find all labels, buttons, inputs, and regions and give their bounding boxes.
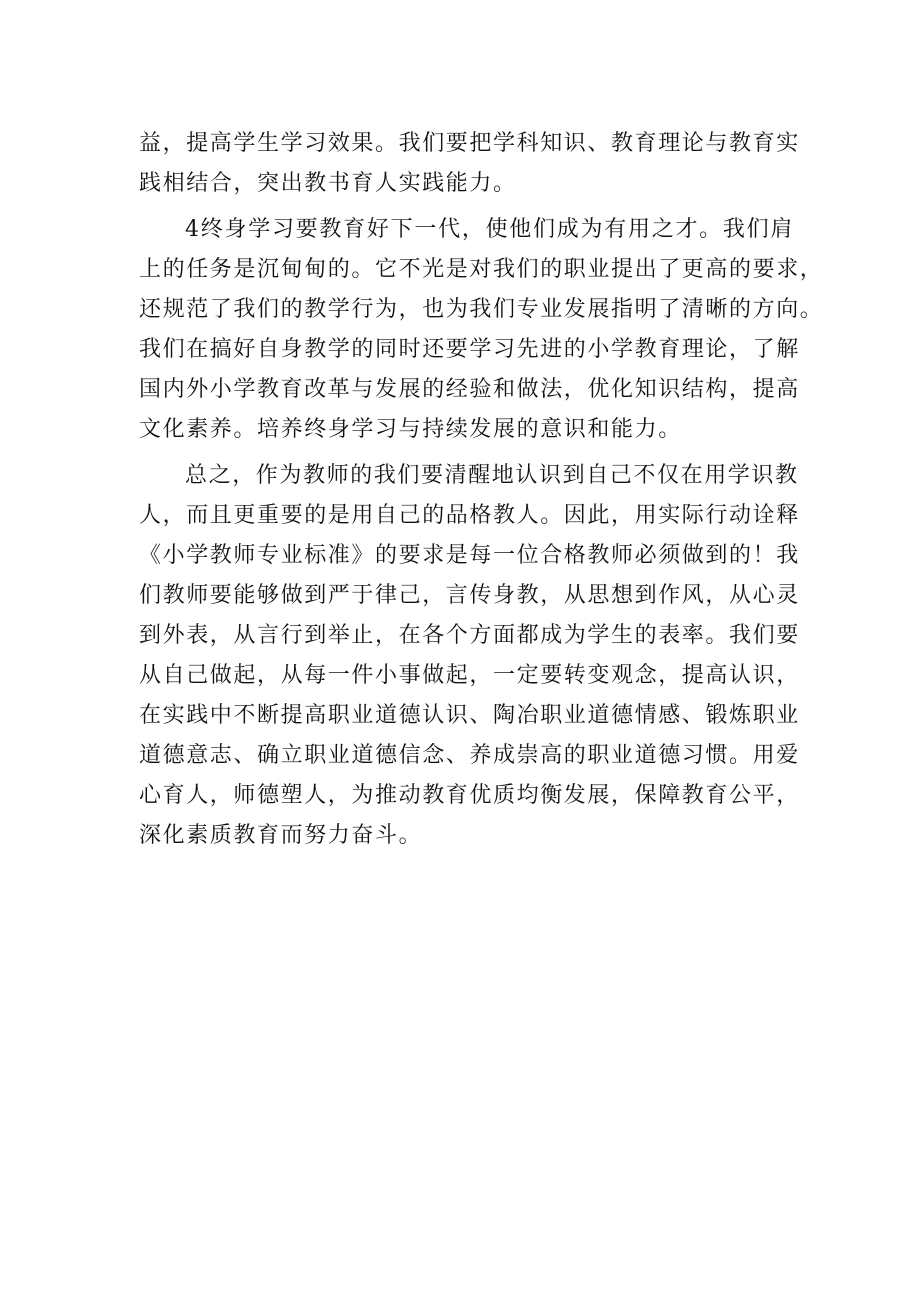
text-line: 国内外小学教育改革与发展的经验和做法，优化知识结构，提高	[139, 377, 800, 402]
text-line: 益，提高学生学习效果。我们要把学科知识、教育理论与教育实	[139, 131, 800, 156]
text-line: 从自己做起，从每一件小事做起，一定要转变观念，提高认识，	[139, 663, 800, 688]
text-line: 深化素质教育而努力奋斗。	[139, 823, 423, 848]
document-body	[139, 124, 824, 856]
text-line: 们教师要能够做到严于律己，言传身教，从思想到作风，从心灵	[139, 583, 800, 608]
text-line: 人，而且更重要的是用自己的品格教人。因此，用实际行动诠释	[139, 503, 800, 528]
paragraph-conclusion	[139, 456, 800, 856]
paragraph-continuation	[139, 124, 800, 204]
text-line: 践相结合，突出教书育人实践能力。	[139, 171, 517, 196]
text-line: 到外表，从言行到举止，在各个方面都成为学生的表率。我们要	[139, 623, 800, 648]
text-line: 还规范了我们的教学行为，也为我们专业发展指明了清晰的方向。	[139, 297, 824, 322]
text-line: 文化素养。培养终身学习与持续发展的意识和能力。	[139, 417, 682, 442]
text-line: 在实践中不断提高职业道德认识、陶冶职业道德情感、锻炼职业	[139, 703, 800, 728]
text-line: 《小学教师专业标准》的要求是每一位合格教师必须做到的！我	[139, 543, 800, 568]
text-line: 心育人，师德塑人，为推动教育优质均衡发展，保障教育公平，	[139, 783, 800, 808]
paragraph-lifelong-learning	[139, 210, 824, 450]
text-line: 4终身学习要教育好下一代，使他们成为有用之才。我们肩	[185, 217, 794, 242]
text-line: 总之，作为教师的我们要清醒地认识到自己不仅在用学识教	[185, 463, 799, 488]
text-line: 我们在搞好自身教学的同时还要学习先进的小学教育理论，了解	[139, 337, 800, 362]
text-line: 上的任务是沉甸甸的。它不光是对我们的职业提出了更高的要求，	[139, 257, 824, 282]
text-line: 道德意志、确立职业道德信念、养成崇高的职业道德习惯。用爱	[139, 743, 800, 768]
